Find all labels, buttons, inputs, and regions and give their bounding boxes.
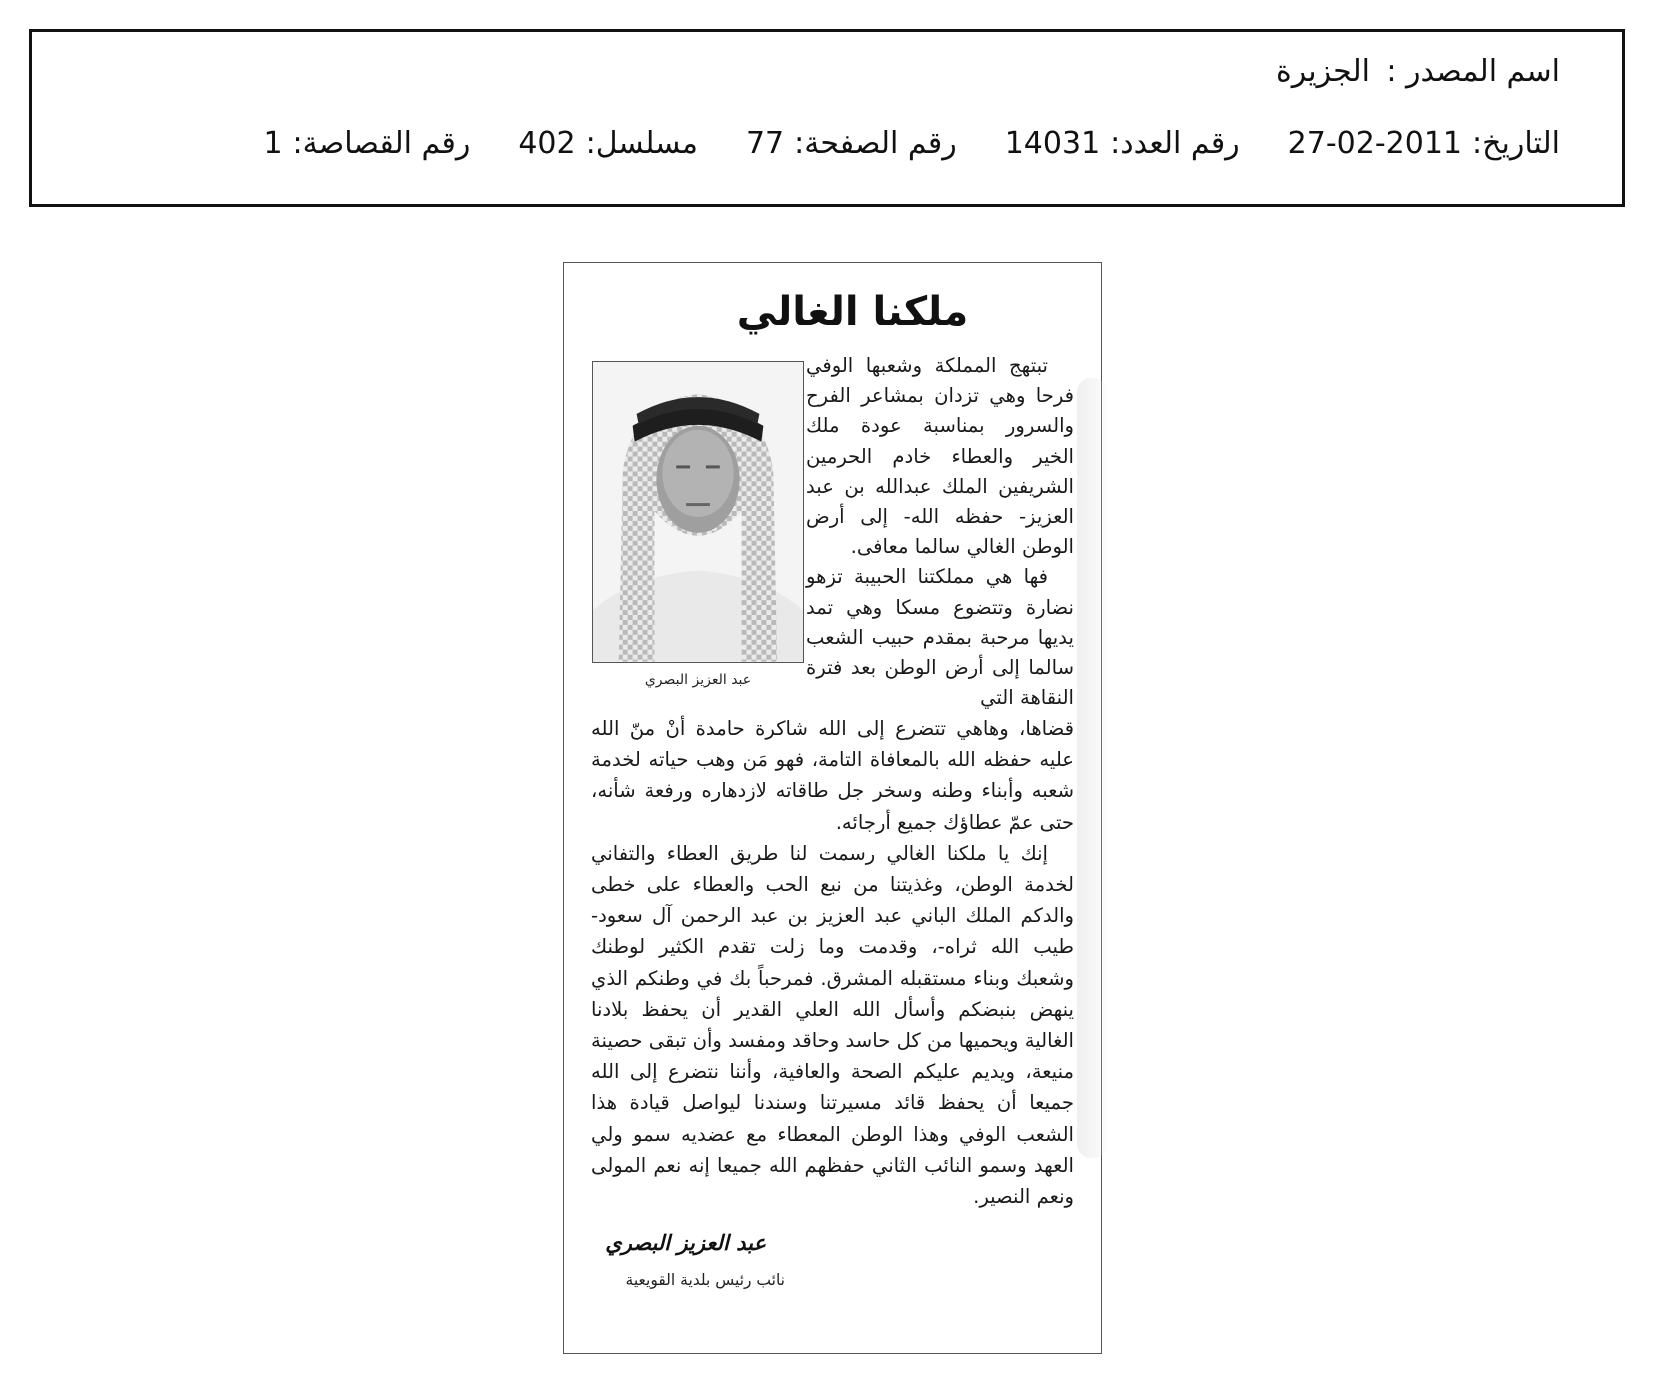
serial-label: مسلسل: <box>585 126 698 161</box>
photo-caption: عبد العزيز البصري <box>644 672 752 688</box>
date-label: التاريخ: <box>1472 126 1560 161</box>
serial-field <box>518 126 698 161</box>
clip-number-label: رقم القصاصة: <box>292 126 471 161</box>
article-body-column-bottom <box>591 713 1074 1212</box>
author-title: نائب رئيس بلدية القويعية <box>625 1271 785 1289</box>
page-value: 77 <box>745 126 785 161</box>
page-field <box>746 126 957 161</box>
source-row <box>1276 54 1560 89</box>
metadata-box <box>29 29 1625 207</box>
author-photo <box>592 361 804 663</box>
clip-number-field <box>263 126 470 161</box>
issue-value: 14031 <box>1004 126 1101 161</box>
newspaper-watermark <box>1077 378 1107 1158</box>
article-headline: ملكنا الغالي <box>736 289 969 335</box>
issue-label: رقم العدد: <box>1110 126 1240 161</box>
issue-field <box>1005 126 1240 161</box>
details-row <box>263 126 1560 161</box>
date-value: 27-02-2011 <box>1287 126 1463 161</box>
author-portrait-image <box>593 362 803 662</box>
article-body-column-top <box>806 351 1074 713</box>
date-field <box>1288 126 1560 161</box>
page-label: رقم الصفحة: <box>794 126 957 161</box>
paragraph-2-start: فها هي مملكتنا الحبيبة تزهو نضارة وتتضوع مسكا وهي تمد يديها مرحبة بمقدم حبيب الشعب سالما إلى أرض الوطن بعد فترة النقاهة التي <box>806 565 1074 710</box>
paragraph-3: إنك يا ملكنا الغالي رسمت لنا طريق العطاء والتفاني لخدمة الوطن، وغذيتنا من نبع الحب والعطاء على خطى والدكم الملك الباني عبد العزيز بن عبد الرحمن آل سعود- طيب الله ثراه-، وقدمت وما زلت تقدم الكثير لوطنك وشعبك وبناء مستقبله المشرق. فمرحباً بك في وطنكم الذي ينهض بنبضكم وأسأل الله العلي القدير أن يحفظ بلادنا الغالية ويحميها من كل حاسد وحاقد ومفسد وأن تبقى حصينة منيعة، ويديم عليكم الصحة والعافية، وأننا نتضرع إلى الله جميعا أن يحفظ قائد مسيرتنا وسندنا ليواصل قيادة هذا الشعب الوفي وهذا الوطن المعطاء مع عضديه سمو ولي العهد وسمو النائب الثاني حفظهم الله جميعا إنه نعم المولى ونعم النصير. <box>591 841 1074 1209</box>
source-label: اسم المصدر : <box>1386 54 1560 89</box>
source-value: الجزيرة <box>1275 54 1370 89</box>
clip-number-value: 1 <box>263 126 283 161</box>
newspaper-clipping <box>563 262 1102 1354</box>
author-signature: عبد العزيز البصري <box>605 1231 766 1255</box>
serial-value: 402 <box>518 126 576 161</box>
paragraph-1: تبتهج المملكة وشعبها الوفي فرحا وهي تزدان بمشاعر الفرح والسرور بمناسبة عودة ملك الخير والعطاء خادم الحرمين الشريفين الملك عبدالله بن عبد العزيز- حفظه الله- إلى أرض الوطن الغالي سالما معافى. <box>806 354 1074 559</box>
paragraph-2-end: قضاها، وهاهي تتضرع إلى الله شاكرة حامدة أنْ منّ الله عليه حفظه الله بالمعافاة التامة، فهو مَن وهب حياته لخدمة شعبه وأبناء وطنه وسخر جل طاقاته لازدهاره ورفعة شأنه، حتى عمّ عطاؤك جميع أرجائه. <box>591 717 1074 834</box>
